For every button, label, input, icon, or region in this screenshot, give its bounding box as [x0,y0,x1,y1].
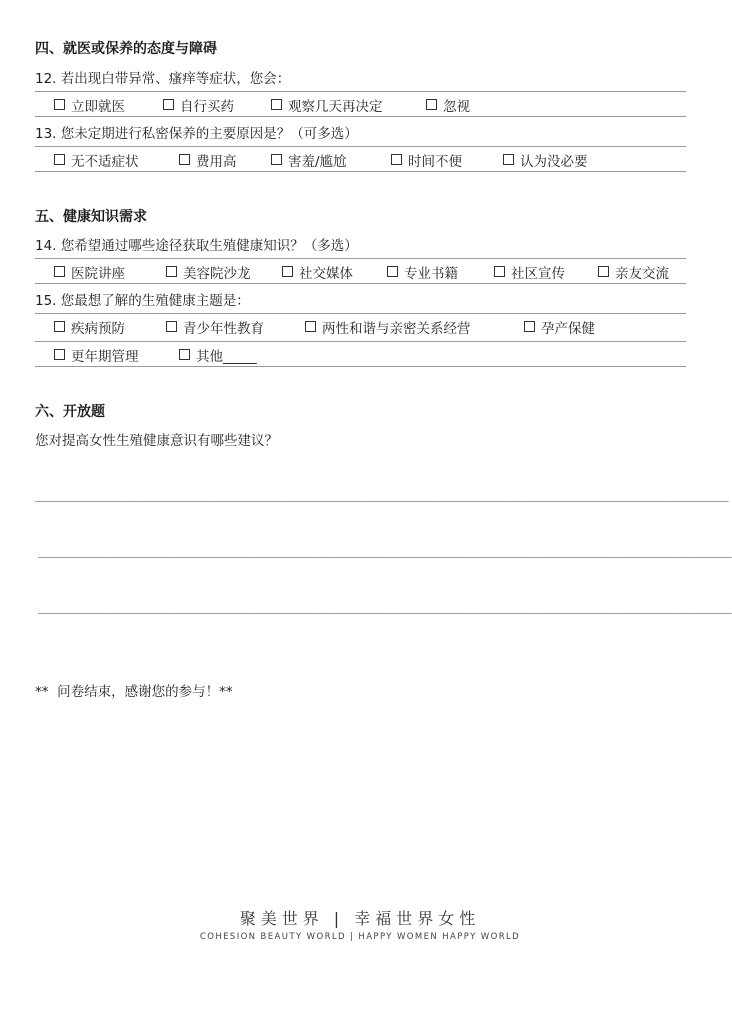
checkbox-option[interactable]: 时间不便 [391,150,462,170]
checkbox-option[interactable]: 费用高 [179,150,237,170]
checkbox-icon [387,266,398,277]
checkbox-icon [391,154,402,165]
question-15-options-row1 [35,313,686,338]
checkbox-icon [54,154,65,165]
question-15: 15. 您最想了解的生殖健康主题是： [35,293,250,309]
section-title-open-question: 六、开放题 [35,404,105,420]
checkbox-option[interactable]: 害羞/尴尬 [271,150,347,170]
checkbox-icon [305,321,316,332]
checkbox-option[interactable]: 观察几天再决定 [271,95,383,115]
checkbox-icon [426,99,437,110]
footer-brand-cn: 聚美世界 | 幸福世界女性 [239,909,481,928]
checkbox-icon [54,321,65,332]
checkbox-option[interactable]: 忽视 [426,95,470,115]
checkbox-option[interactable]: 疾病预防 [54,317,125,337]
checkbox-icon [271,99,282,110]
checkbox-icon [54,349,65,360]
checkbox-option[interactable]: 两性和谐与亲密关系经营 [305,317,471,337]
checkbox-icon [494,266,505,277]
checkbox-option[interactable]: 认为没必要 [503,150,588,170]
footer-brand-en: COHESION BEAUTY WORLD | HAPPY WOMEN HAPPY WORLD [199,932,521,942]
answer-line-3[interactable]: ________________________________________________________________________________________________ [38,600,732,614]
checkbox-icon [271,154,282,165]
question-13-options [35,146,686,172]
answer-line-1[interactable]: ________________________________________________________________________________________________ [35,488,729,502]
checkbox-option[interactable]: 立即就医 [54,95,125,115]
checkbox-option[interactable]: 社交媒体 [282,262,353,282]
question-14: 14. 您希望通过哪些途径获取生殖健康知识？（多选） [35,238,358,254]
question-15-options-row2 [35,341,686,367]
checkbox-icon [54,266,65,277]
section-title-knowledge: 五、健康知识需求 [35,209,147,225]
question-12: 12. 若出现白带异常、瘙痒等症状，您会： [35,71,291,87]
question-13: 13. 您未定期进行私密保养的主要原因是？（可多选） [35,126,358,142]
checkbox-icon [282,266,293,277]
checkbox-icon [166,321,177,332]
checkbox-icon [598,266,609,277]
section-title-attitude: 四、就医或保养的态度与障碍 [35,41,217,57]
checkbox-option[interactable]: 孕产保健 [524,317,595,337]
checkbox-option[interactable]: 自行买药 [163,95,234,115]
open-question: 您对提高女性生殖健康意识有哪些建议？ [35,433,278,449]
checkbox-option[interactable]: 社区宣传 [494,262,565,282]
checkbox-option[interactable]: 无不适症状 [54,150,139,170]
checkbox-icon [524,321,535,332]
checkbox-option[interactable]: 其他_____ [179,345,257,365]
checkbox-icon [54,99,65,110]
answer-line-2[interactable]: ________________________________________________________________________________________________ [38,544,732,558]
checkbox-option[interactable]: 亲友交流 [598,262,669,282]
checkbox-icon [166,266,177,277]
question-12-options [35,91,686,117]
checkbox-option[interactable]: 青少年性教育 [166,317,264,337]
checkbox-option[interactable]: 医院讲座 [54,262,125,282]
checkbox-option[interactable]: 专业书籍 [387,262,458,282]
checkbox-icon [179,154,190,165]
checkbox-icon [163,99,174,110]
checkbox-icon [503,154,514,165]
checkbox-option[interactable]: 更年期管理 [54,345,139,365]
question-14-options [35,258,686,284]
checkbox-icon [179,349,190,360]
end-note: ** 问卷结束，感谢您的参与！** [35,684,233,700]
checkbox-option[interactable]: 美容院沙龙 [166,262,251,282]
